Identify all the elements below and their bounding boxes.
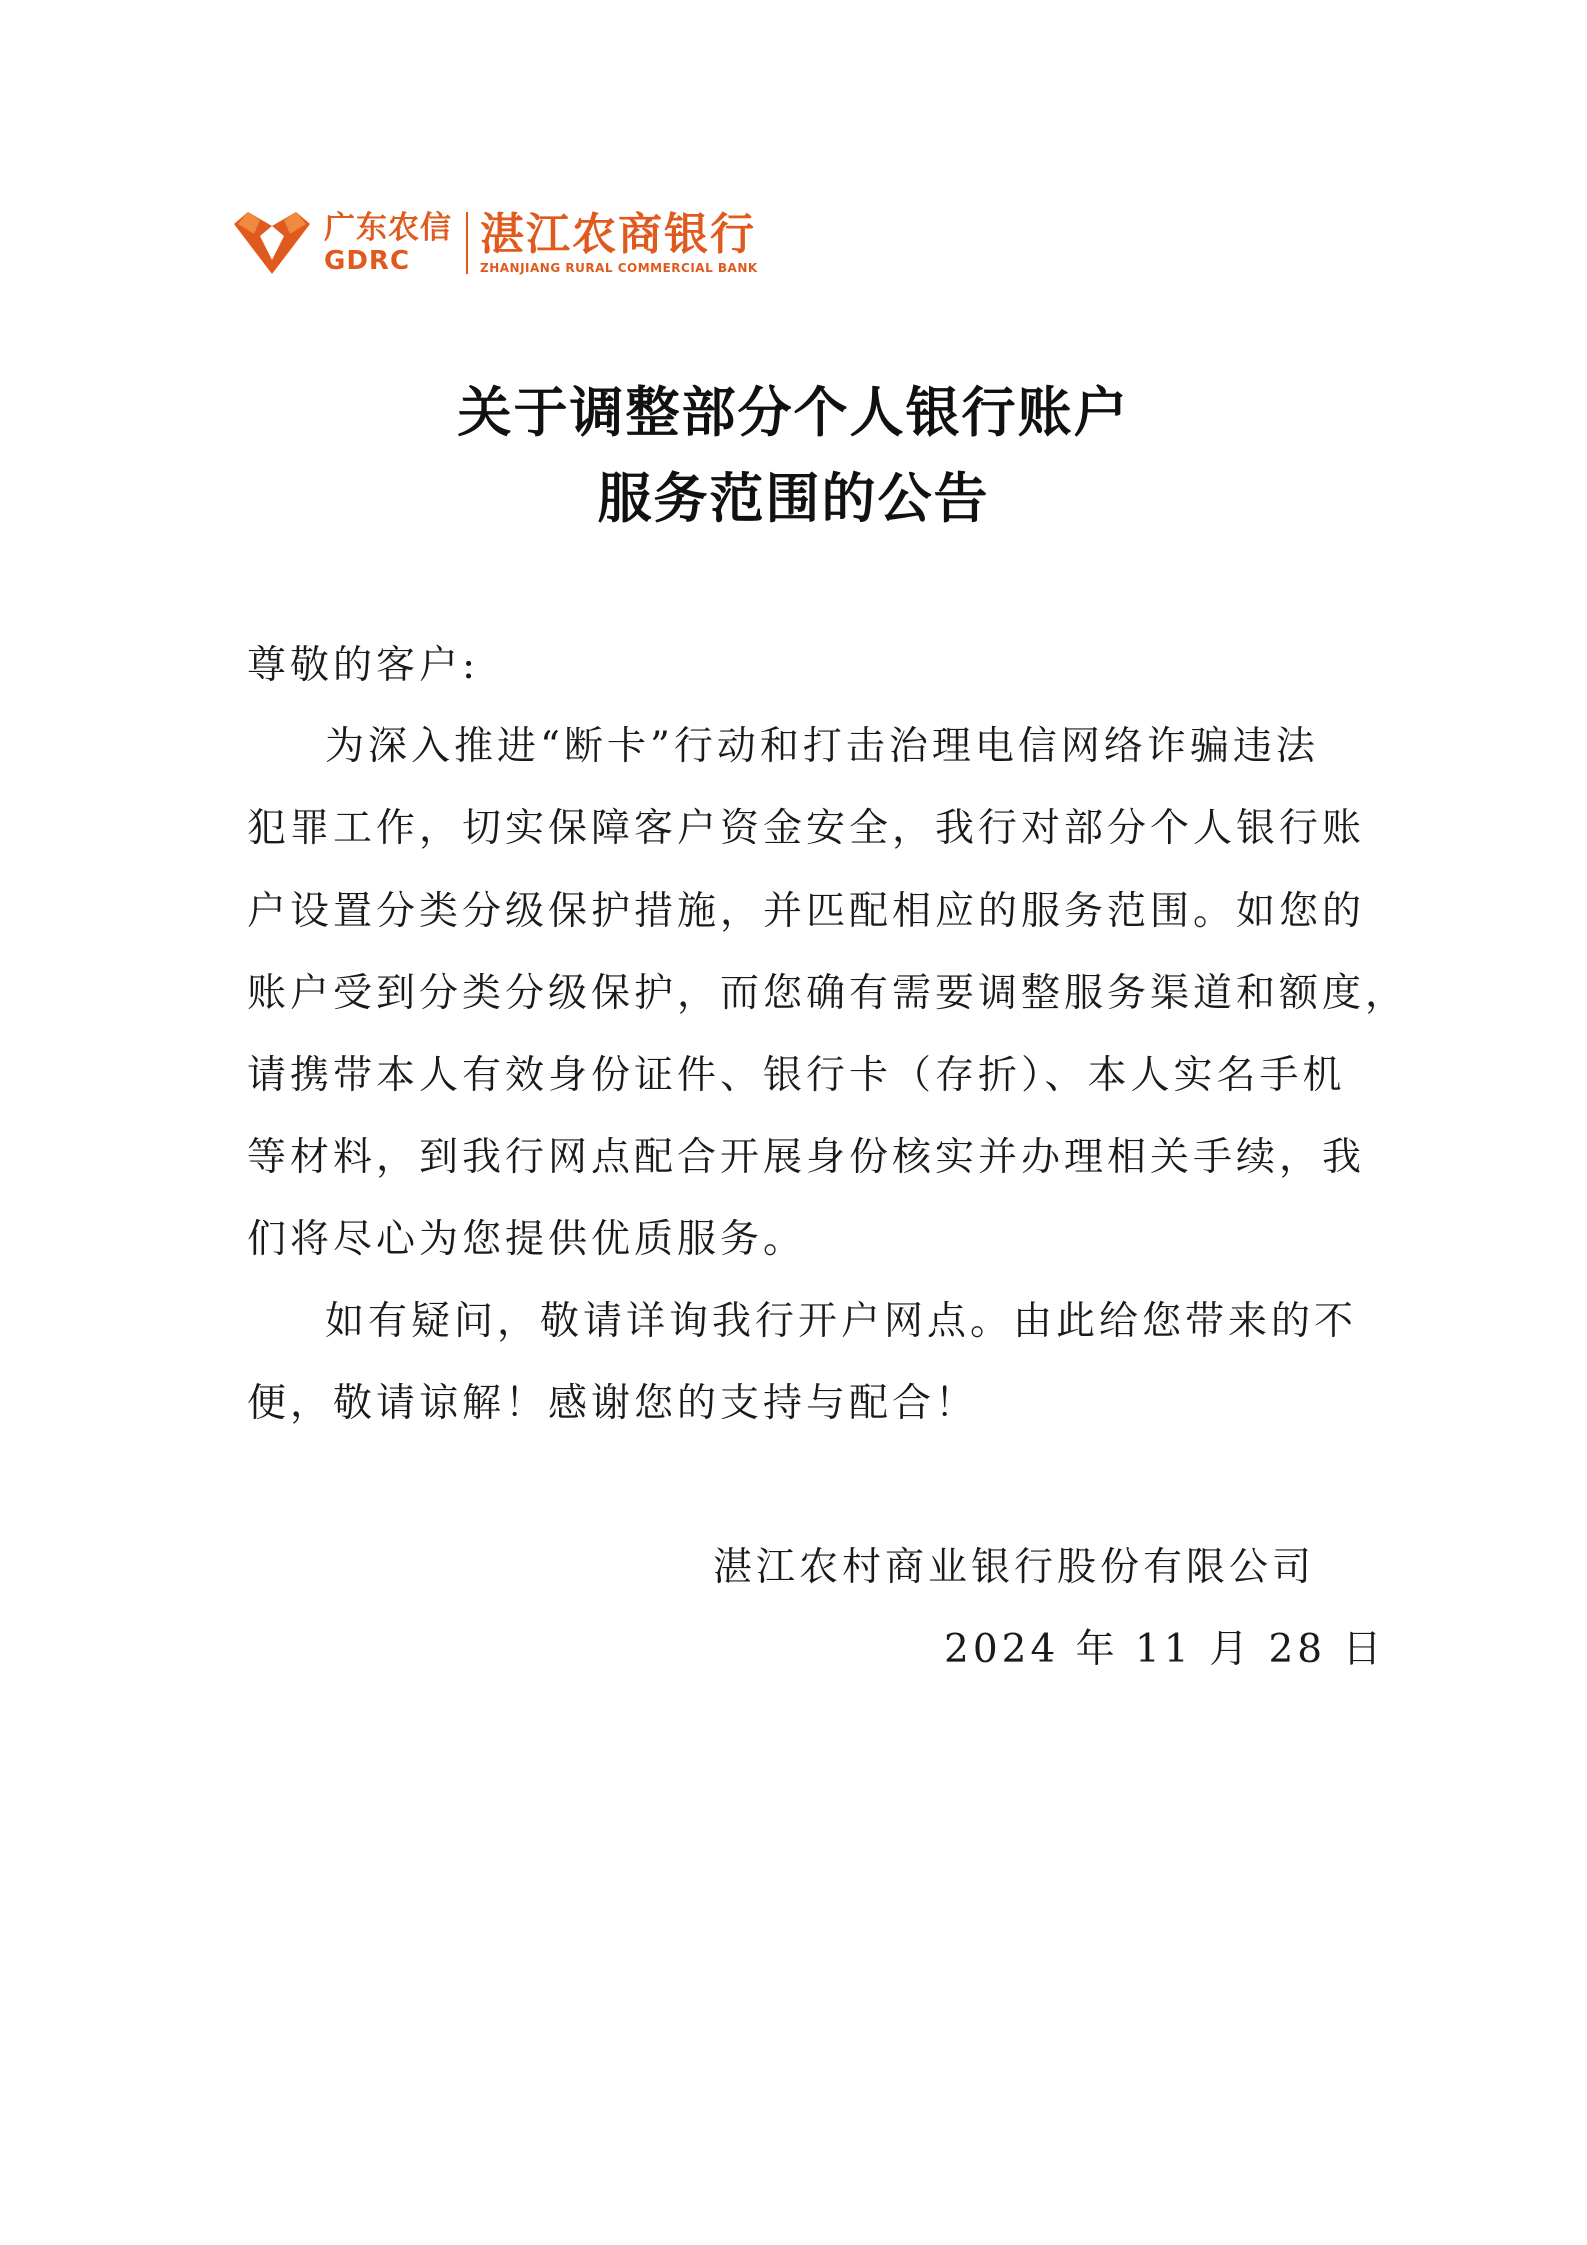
bank-name-en: ZHANJIANG RURAL COMMERCIAL BANK — [480, 261, 758, 275]
signature-date: 2024 年 11 月 28 日 — [944, 1627, 1386, 1672]
announcement-title-line-2: 服务范围的公告 — [597, 467, 990, 530]
body-line: 账户受到分类分级保护，而您确有需要调整服务渠道和额度， — [247, 971, 1409, 1016]
logo-divider — [466, 212, 468, 274]
body-line: 等材料，到我行网点配合开展身份核实并办理相关手续，我 — [247, 1135, 1366, 1180]
bank-logo — [232, 208, 758, 278]
gdrc-heart-logo-icon — [232, 210, 312, 276]
body-line: 请携带本人有效身份证件、银行卡（存折）、本人实名手机 — [247, 1053, 1346, 1098]
body-line: 们将尽心为您提供优质服务。 — [247, 1217, 807, 1262]
body-line: 为深入推进“断卡”行动和打击治理电信网络诈骗违法 — [325, 724, 1319, 769]
body-line: 户设置分类分级保护措施，并匹配相应的服务范围。如您的 — [247, 889, 1366, 934]
gdrc-name-cn: 广东农信 — [324, 210, 452, 246]
bank-name-cn: 湛江农商银行 — [480, 209, 756, 260]
announcement-title-line-1: 关于调整部分个人银行账户 — [457, 381, 1130, 444]
gdrc-name-en: GDRC — [324, 246, 411, 276]
signature-company: 湛江农村商业银行股份有限公司 — [713, 1545, 1316, 1590]
body-line: 便，敬请谅解！感谢您的支持与配合！ — [247, 1381, 979, 1426]
gdrc-wordmark — [324, 210, 452, 276]
body-line: 如有疑问，敬请详询我行开户网点。由此给您带来的不 — [325, 1299, 1358, 1344]
body-line: 犯罪工作，切实保障客户资金安全，我行对部分个人银行账 — [247, 806, 1366, 851]
greeting: 尊敬的客户: — [247, 643, 480, 688]
bank-wordmark — [480, 210, 758, 276]
